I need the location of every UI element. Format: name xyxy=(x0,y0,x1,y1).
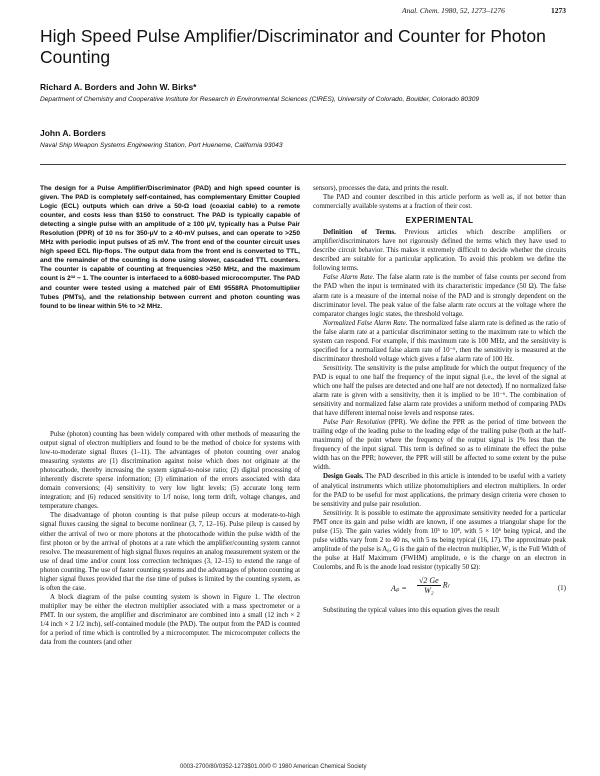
paragraph-body: Previous articles which describe amplifiers or amplifier/discriminators have not rigorously defined the terms which they have used to describe circuit behavior. This makes it extremely difficult to decide whether the circuits described are suitable for a particular application. To avoid this problem we define the following terms. xyxy=(313,229,566,273)
paragraph-lead: Sensitivity. xyxy=(323,364,353,372)
abstract xyxy=(40,184,300,311)
affiliation-2: Naval Ship Weapon Systems Engineering Station, Port Hueneme, California 93043 xyxy=(40,142,283,149)
paragraph-body: The PAD described in this article is intended to be useful with a variety of analytical instruments which utilize photomultipliers and electron multipliers. In order for the PAD to be useful for most applications, the primary design criteria were chosen to be sensitivity and pulse pair resolution. xyxy=(313,473,566,508)
paragraph-body: It is possible to estimate the approximate sensitivity needed for a particular PMT once its gain and pulse width are known, if one assumes a triangular shape for the pulse (15). The gain varies widely from 10⁵ to 10⁸, with 5 × 10⁶ being typical, and the pulse widths vary from 2 to 40 ns, with 5 ns being typical (16, 17). The approximate peak amplitude of the pulse is A₀, G is the gain of the electron multiplier, W₂ is the Full Width of the pulse at Half Maximum (FWHM) amplitude, e is the charge on an electron in Coulombs, and Rₗ is the anode load resistor (typically 50 Ω): xyxy=(313,509,566,571)
author-line-2: John A. Borders xyxy=(40,128,106,138)
right-body-column xyxy=(313,184,566,615)
paragraph-normalized-false-alarm-rate xyxy=(313,319,566,364)
equation-denominator: W₂ xyxy=(424,586,434,596)
paragraph-sensitivity-estimate xyxy=(313,509,566,572)
intro-paragraph-1: Pulse (photon) counting has been widely compared with other methods of measuring the output signal of electron multipliers and found to be the method of choice for systems with low-to-moderate signal fluxes (1–11). The advantages of photon counting over analog measuring systems are (1) discrimination against noise which does not originate at the photocathode, thereby increasing the system signal-to-noise ratio; (2) digital processing of inherently discrete sperse information; (3) elimination of the errors associated with data domain conversions; (4) sensitivity to very low light levels; (5) accurate long term integration; and (6) reduced sensitivity to 1/f noise, long term drift, voltage changes, and temperature changes. xyxy=(40,431,300,511)
intro-paragraph-3: A block diagram of the pulse counting system is shown in Figure 1. The electron multiplier may be either the electron multiplier associated with a mass spectrometer or a PMT. In our system, the amplifier and discriminator are combined into a small (12 inch × 2 1/4 inch × 2 1/2 inch), self-contained module (the PAD). The output from the PAD is counted for a period of time which is controlled by a microcomputer. The microcomputer collects the data from the counters (and other xyxy=(40,593,300,647)
paragraph-lead: Pulse Pair Resolution xyxy=(323,419,386,427)
abstract-text: The design for a Pulse Amplifier/Discriminator (PAD) and high speed counter is given. The PAD is completely self-contained, has complementary Emitter Coupled Logic (ECL) outputs which can drive a 50-Ω load (coaxial cable) to a remote counter, and costs less than $150 to construct. The PAD is typically capable of detecting a single pulse with an amplitude of ≥ 100 μV, typically has a Pulse Pair Resolution (PPR) of 10 ns for 350-μV to ≥ 40-mV pulses, and can operate to >250 MHz with periodic input pulses of ≥5 mV. The front end of the counter circuit uses high speed ECL flip-flops. The output data from the front end is converted to TTL, and the remainder of the counting is done using slower, cascaded TTL counters. The counter is capable of counting at frequencies >250 MHz, and the maximum count is 2³² − 1. The counter is interfaced to a 6080-based microcomputer. The PAD and counter were tested using a matched pair of EMI 9558RA Photomultiplier Tubes (PMTs), and the relationship between current and photon counting was found to be linear within 5% to >2 MHz. xyxy=(40,185,300,310)
author-line-1: Richard A. Borders and John W. Birks* xyxy=(40,82,197,92)
article-title: High Speed Pulse Amplifier/Discriminator and Counter for Photon Counting xyxy=(40,26,546,67)
paragraph-lead: Design Goals. xyxy=(323,473,364,481)
intro-paragraph-2: The disadvantage of photon counting is that pulse pileup occurs at moderate-to-high signal fluxes causing the signal to become nonlinear (3, 7, 12–16). Pulse pileup is caused by either the arrival of two or more photons at the photocathode within the pulse width of the first photon or by the arrival of photons at a rate which the amplifier/counting system cannot resolve. The measurement of high signal fluxes requires an analog measurement system or the use of dead time and/or count loss correction techniques (3, 12–15) to extend the range of photon counting. The use of faster counting systems and the advantages of photon counting at higher signal fluxes provided that the rise time of pulses is limited by the counting system, as is often the case. xyxy=(40,512,300,592)
equation-1 xyxy=(313,576,566,602)
continuation-text: sensors), processes the data, and prints the result. xyxy=(313,185,449,192)
equation-lhs: Aₚ = xyxy=(391,583,407,593)
paragraph-body: (PPR). We define the PPR as the period of time between the trailing edge of the leading pulse to the leading edge of the trailing pulse (both at the half-maximum) of the point where the frequency of the output signal is 1% less than the frequency of the input signal. This term is defined so as to eliminate the effect the pulse width has on the PPR; however, the PPR will still be affected to some extent by the pulse width. xyxy=(313,419,567,472)
paragraph-lead: Normalized False Alarm Rate. xyxy=(323,319,408,327)
header-divider xyxy=(40,164,566,165)
paragraph-lead: Definition of Terms. xyxy=(323,229,396,237)
paragraph-pulse-pair-resolution xyxy=(313,418,566,472)
paragraph-definition-of-terms xyxy=(313,228,566,273)
section-heading-experimental: EXPERIMENTAL xyxy=(405,216,474,226)
paragraph-false-alarm-rate xyxy=(313,273,566,318)
paragraph-lead: Sensitivity. xyxy=(323,509,353,517)
page-footer: 0003-2700/80/0352-1273$01.00/0 © 1980 American Chemical Society xyxy=(180,764,367,770)
equation-number: (1) xyxy=(557,583,566,592)
after-equation-text: Substituting the typical values into this equation gives the result xyxy=(323,606,500,614)
paragraph-sensitivity-definition xyxy=(313,364,566,418)
equation-factor: Rₗ xyxy=(442,580,449,590)
paragraph-lead: False Alarm Rate. xyxy=(323,274,375,282)
page-number: 1273 xyxy=(551,6,566,15)
continuation-text-2: The PAD and counter described in this article perform as well as, if not better than commercially available systems at a fraction of their cost. xyxy=(313,194,566,211)
paragraph-design-goals xyxy=(313,472,566,508)
paragraph-body: The sensitivity is the pulse amplitude for which the output frequency of the PAD is equal to one half the frequency of the input signal (i.e., the level of the signal at which one half the pulses are detected and one half are not detected). If no normalized false alarm rate is given with a sensitivity, then it is implied to be 10⁻⁶. The combination of sensitivity and normalized false alarm rate provides a uniform method of comparing PADs that have different internal noise levels and response rates. xyxy=(313,364,566,418)
left-body-column xyxy=(40,430,300,647)
equation-numerator: √2 Ge xyxy=(419,575,439,585)
paragraph-body: The false alarm rate is the number of false counts per second from the PAD when the input is terminated with its characteristic impedance (50 Ω). The false alarm rate is a measure of the internal noise of the PAD and is strongly dependent on the discriminator level. The peak value of the false alarm rate occurs at the voltage where the comparator changes logic states, the threshold voltage. xyxy=(313,274,566,318)
equation-fraction xyxy=(417,576,441,595)
journal-reference: Anal. Chem. 1980, 52, 1273–1276 xyxy=(402,6,505,15)
affiliation-1: Department of Chemistry and Cooperative Institute for Research in Environmental Sciences (CIRES), University of Colorado, Boulder, Colorado 80309 xyxy=(40,96,480,103)
equation-rhs xyxy=(417,576,449,595)
paragraph-body: The normalized false alarm rate is defined as the ratio of the false alarm rate at a particular discriminator setting to the maximum rate to which the system can respond. For example, if this maximum rate is 100 MHz, and the sensitivity is specified for a normalized false alarm rate of 10⁻⁶, then the sensitivity is measured at the discriminator threshold voltage which gives a false alarm rate of 100 Hz. xyxy=(313,319,566,363)
